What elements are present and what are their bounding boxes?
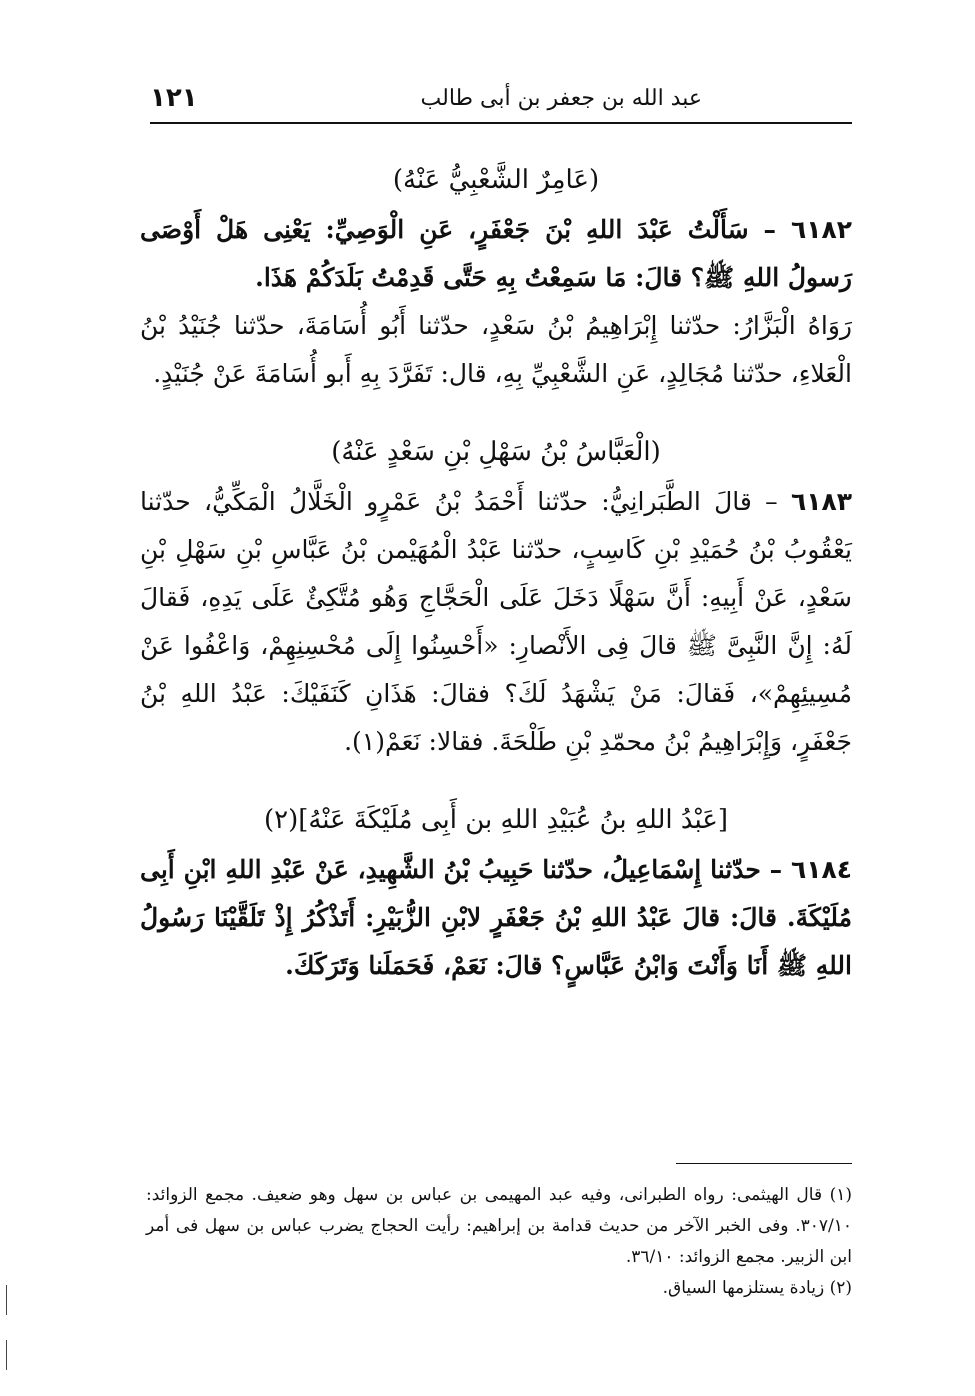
hadith-text: – قالَ الطَّبَرانِيُّ: حدّثنا أَحْمَدُ بْنُ عَمْرٍو الْخَلَّالُ الْمَكِّيُّ، حدّثنا يَعْقُوبُ بْنُ حُمَيْدِ بْنِ كَاسِبٍ، حدّثنا عَبْدُ الْمُهَيْمن بْنُ عَبَّاسِ بْنِ سَهْلِ بْنِ سَعْدٍ، عَنْ أَبِيهِ: أَنَّ سَهْلًا دَخَلَ عَلَى الْحَجَّاجِ وَهُو مُتَّكِئٌ عَلَى يَدِهِ، فَقالَ لَهُ: إِنَّ النَّبِىَّ ﷺ قالَ فِى الأَنْصارِ: «أَحْسِنُوا إِلَى مُحْسِنِهِمْ، وَاعْفُوا عَنْ مُسِيئِهِمْ»، فَقالَ: مَنْ يَشْهَدُ لَكَ؟ فقالَ: هَذَانِ كَنَفَيْكَ: عَبْدُ اللهِ بْنُ جَعْفَرٍ، وَإِبْرَاهِيمُ بْنُ محمّدِ بْنِ طَلْحَةَ. فقالا: نَعَمْ(١). [140, 487, 852, 756]
scan-margin-mark [6, 1340, 7, 1370]
hadith-number: ٦١٨٢ [790, 215, 852, 244]
section-title: [عَبْدُ اللهِ بنُ عُبَيْدِ اللهِ بن أَبِى مُلَيْكَةَ عَنْهُ](٢) [263, 805, 729, 835]
hadith-paragraph [140, 206, 852, 302]
footnotes [146, 1180, 852, 1304]
section-title: (عَامِرٌ الشَّعْبِيُّ عَنْهُ) [392, 165, 600, 195]
section-title: (الْعَبَّاسُ بْنُ سَهْلِ بْنِ سَعْدٍ عَنْهُ) [331, 437, 661, 467]
main-text [140, 150, 852, 990]
hadith-paragraph [140, 478, 852, 766]
page-number: ١٢١ [150, 83, 198, 113]
running-title: عبد الله بن جعفر بن أبى طالب [420, 85, 702, 111]
scan-margin-mark [6, 1285, 7, 1315]
hadith-text: – حدّثنا إِسْمَاعِيلُ، حدّثنا حَبِيبُ بْنُ الشَّهِيدِ، عَنْ عَبْدِ اللهِ ابْنِ أَبِى مُلَيْكَةَ. قالَ: قالَ عَبْدُ اللهِ بْنُ جَعْفَرٍ لابْنِ الزُّبَيْرِ: أَتَذْكُرُ إِذْ تَلَقَّيْنَا رَسُولُ اللهِ ﷺ أَنَا وَأَنْتَ وَابْنُ عَبَّاسٍ؟ قالَ: نَعَمْ، فَحَمَلَنا وَتَرَكَكَ. [140, 855, 852, 980]
footnote: (٢) زيادة يستلزمها السياق. [662, 1278, 852, 1298]
hadith-number: ٦١٨٤ [790, 855, 852, 884]
narration-note: رَوَاهُ الْبَزَّارُ: حدّثنا إِبْرَاهِيمُ بْنُ سَعْدٍ، حدّثنا أَبُو أُسَامَةَ، حدّثنا جُنَيْدُ بْنُ الْعَلاءِ، حدّثنا مُجَالِدٍ، عَنِ الشَّعْبِيِّ بِهِ، قال: تَفَرَّدَ بِهِ أَبو أُسَامَةَ عَنْ جُنَيْدٍ. [140, 311, 852, 388]
footnote-separator [676, 1163, 852, 1164]
footnote: (١) قال الهيثمى: رواه الطبرانى، وفيه عبد المهيمى بن عباس بن سهل وهو ضعيف. مجمع الزوائد: ٣٠٧/١٠. وفى الخبر الآخر من حديث قدامة بن إبراهيم: رأيت الحجاج يضرب عباس بن سهل فى أمر ابن الزبير. مجمع الزوائد: ٣٦/١٠. [146, 1185, 852, 1267]
hadith-number: ٦١٨٣ [790, 487, 852, 516]
hadith-paragraph [140, 846, 852, 990]
page-header [150, 78, 852, 124]
hadith-text: – سَأَلْتُ عَبْدَ اللهِ بْنَ جَعْفَرٍ، عَنِ الْوَصِيِّ: يَعْنِى هَلْ أَوْصَى رَسولُ اللهِ ﷺ؟ قالَ: مَا سَمِعْتُ بِهِ حَتَّى قَدِمْتُ بَلَدَكُمْ هَذَا. [140, 215, 852, 292]
